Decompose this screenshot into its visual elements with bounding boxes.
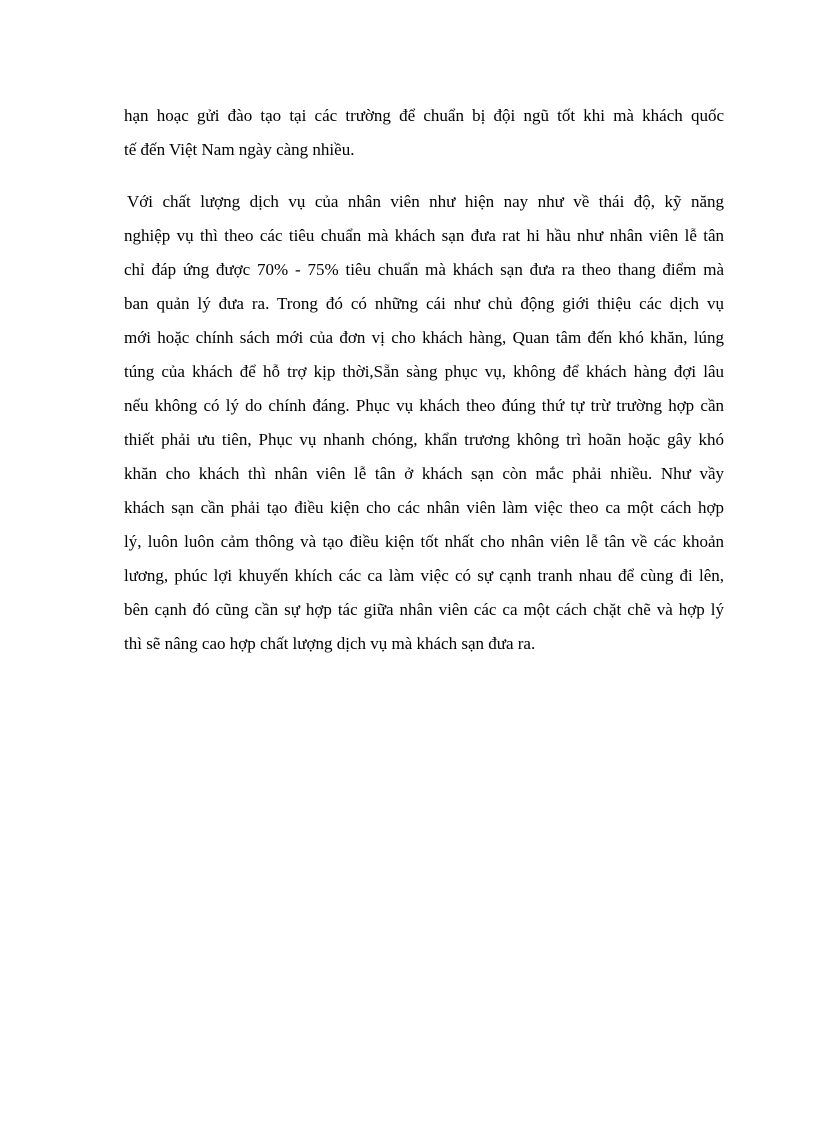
paragraph-line: thiết phải ưu tiên, Phục vụ nhanh chóng, khẩn trương không trì hoãn hoặc gây khó [124,430,724,449]
paragraph-line: khách sạn cần phải tạo điều kiện cho các nhân viên làm việc theo ca một cách hợp [124,498,724,517]
paragraph-line: khăn cho khách thì nhân viên lễ tân ở khách sạn còn mắc phải nhiều. Như vầy [124,464,724,483]
paragraph-line: tế đến Việt Nam ngày càng nhiều. [124,140,355,159]
paragraph-line: lương, phúc lợi khuyến khích các ca làm việc có sự cạnh tranh nhau để cùng đi lên, [124,566,724,585]
paragraph-line: bên cạnh đó cũng cần sự hợp tác giữa nhân viên các ca một cách chặt chẽ và hợp lý [124,600,724,619]
paragraph-2 [124,185,724,661]
paragraph-line: ban quản lý đưa ra. Trong đó có những cái như chủ động giới thiệu các dịch vụ [124,294,724,313]
paragraph-line: lý, luôn luôn cảm thông và tạo điều kiện tốt nhất cho nhân viên lễ tân về các khoản [124,532,724,551]
paragraph-1 [124,99,724,167]
paragraph-line: túng của khách để hỗ trợ kịp thời,Sẵn sàng phục vụ, không để khách hàng đợi lâu [124,362,724,381]
paragraph-line: hạn hoạc gửi đào tạo tại các trường để chuẩn bị đội ngũ tốt khi mà khách quốc [124,106,724,125]
paragraph-line: nếu không có lý do chính đáng. Phục vụ khách theo đúng thứ tự trừ trường hợp cần [124,396,724,415]
paragraph-line: nghiệp vụ thì theo các tiêu chuẩn mà khách sạn đưa rat hi hầu như nhân viên lễ tân [124,226,724,245]
paragraph-line: mới hoặc chính sách mới của đơn vị cho khách hàng, Quan tâm đến khó khăn, lúng [124,328,724,347]
paragraph-first-line: Với chất lượng dịch vụ của nhân viên như hiện nay như về thái độ, kỹ năng [127,192,724,211]
paragraph-line: chỉ đáp ứng được 70% - 75% tiêu chuẩn mà khách sạn đưa ra theo thang điểm mà [124,260,724,279]
paragraph-line: thì sẽ nâng cao hợp chất lượng dịch vụ mà khách sạn đưa ra. [124,634,536,653]
